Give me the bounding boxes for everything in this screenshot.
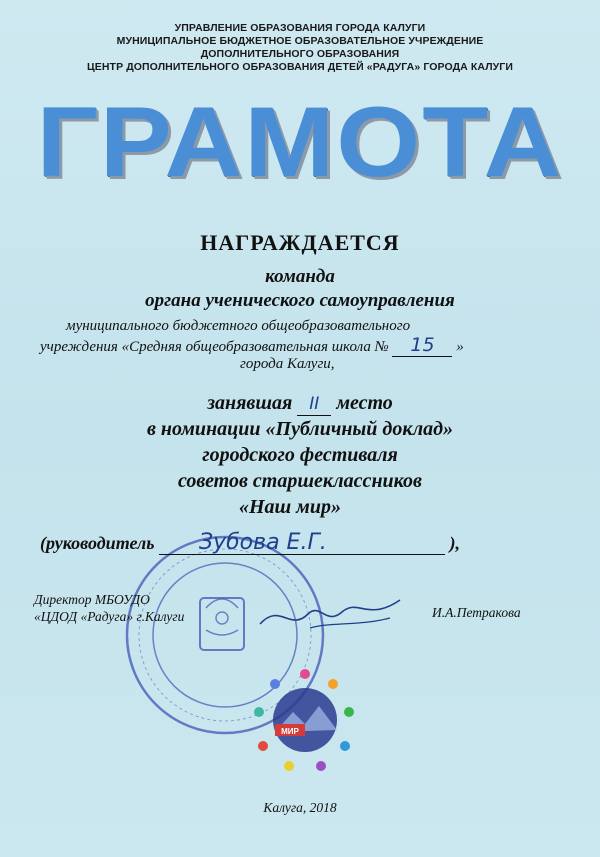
leader-name-field: [159, 530, 445, 555]
organ-line: органа ученического самоуправления: [145, 290, 455, 311]
team-line: команда: [265, 266, 335, 287]
municipal-line: муниципального бюджетного общеобразовательного: [66, 318, 411, 334]
header-line-3: ДОПОЛНИТЕЛЬНОГО ОБРАЗОВАНИЯ: [200, 48, 400, 60]
nomination-line: в номинации «Публичный доклад»: [146, 418, 454, 440]
place-date: Калуга, 2018: [263, 800, 337, 815]
director-position-line-2: «ЦДОД «Радуга» г.Калуги: [34, 609, 185, 624]
festival-logo: [245, 660, 365, 780]
director-position: [34, 591, 184, 625]
institution-line: [40, 334, 464, 357]
place-line: [0, 392, 600, 416]
director-name: И.А.Петракова: [432, 605, 521, 620]
place-value: II: [309, 394, 320, 414]
director-position-line-1: Директор МБОУДО: [34, 592, 150, 607]
director-signature: [250, 592, 410, 642]
leader-label: (руководитель: [40, 533, 155, 553]
leader-suffix: ),: [449, 533, 460, 553]
city-line: города Калуги,: [240, 356, 335, 372]
institution-suffix: »: [456, 339, 464, 355]
awarded-heading: НАГРАЖДАЕТСЯ: [200, 230, 400, 255]
place-field: [297, 392, 331, 416]
councils-line: советов старшеклассников: [178, 470, 422, 492]
leader-name: Зубова Е.Г.: [198, 530, 327, 555]
institution-prefix: учреждения «Средняя общеобразовательная школа №: [40, 339, 389, 355]
header-line-4: ЦЕНТР ДОПОЛНИТЕЛЬНОГО ОБРАЗОВАНИЯ ДЕТЕЙ «РАДУГА» ГОРОДА КАЛУГИ: [87, 61, 513, 73]
header-line-1: УПРАВЛЕНИЕ ОБРАЗОВАНИЯ ГОРОДА КАЛУГИ: [174, 22, 426, 34]
place-suffix: место: [336, 392, 393, 414]
festival-line: городского фестиваля: [202, 444, 398, 466]
school-number: 15: [410, 334, 435, 356]
certificate-title: ГРАМОТА: [36, 85, 564, 198]
place-prefix: занявшая: [207, 392, 293, 414]
school-number-field: [392, 334, 452, 357]
festival-name: «Наш мир»: [238, 496, 342, 518]
leader-line: [40, 530, 460, 555]
svg-text:МИР: МИР: [281, 727, 299, 736]
header-line-2: МУНИЦИПАЛЬНОЕ БЮДЖЕТНОЕ ОБРАЗОВАТЕЛЬНОЕ УЧРЕЖДЕНИЕ: [116, 35, 484, 47]
